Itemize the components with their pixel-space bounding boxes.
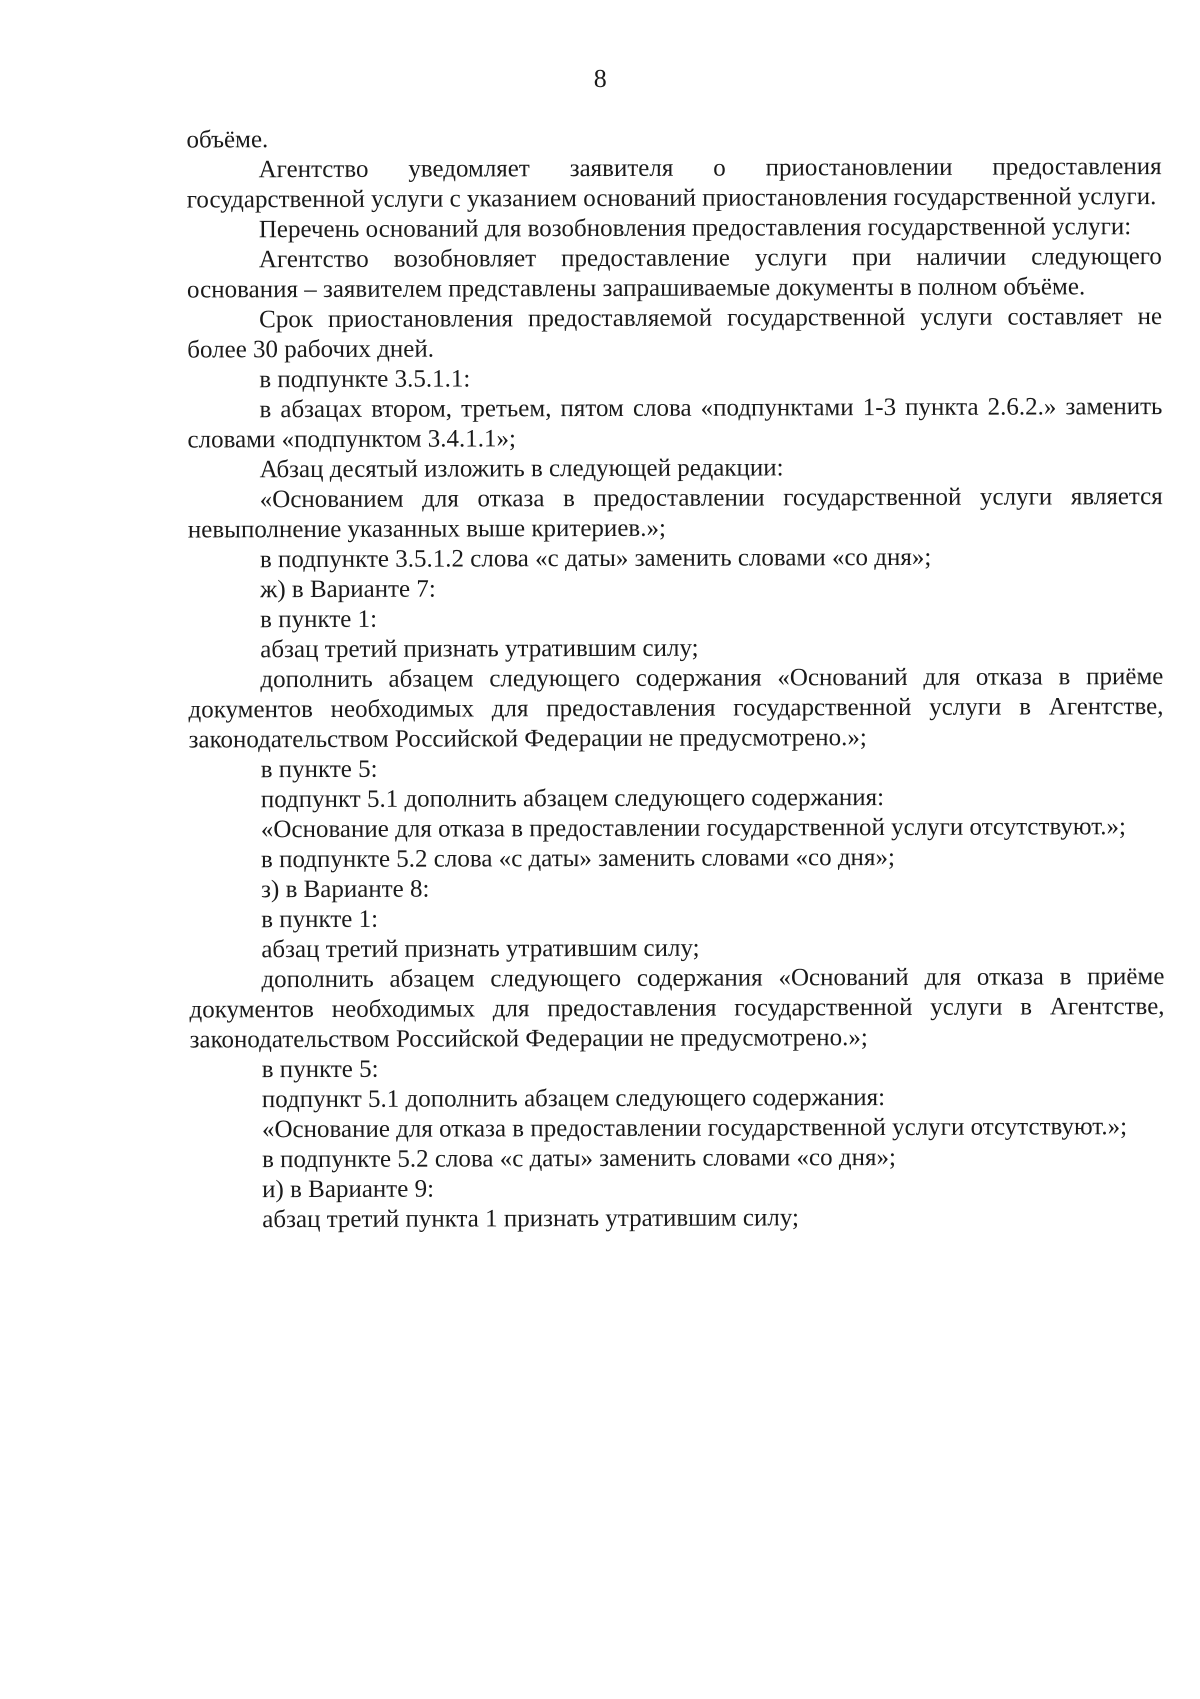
paragraph: и) в Варианте 9: bbox=[262, 1175, 435, 1204]
paragraph: Агентство возобновляет предоставление услуги при наличии следующего основания – заявителем представлены запрашиваемые документы в полном объёме. bbox=[186, 243, 1162, 304]
paragraph: абзац третий пункта 1 признать утратившим силу; bbox=[262, 1204, 799, 1234]
paragraph: подпункт 5.1 дополнить абзацем следующего содержания: bbox=[260, 784, 885, 814]
paragraph: з) в Варианте 8: bbox=[261, 875, 430, 904]
paragraph: абзац третий признать утратившим силу; bbox=[260, 634, 699, 664]
paragraph: дополнить абзацем следующего содержания «Оснований для отказа в приёме документов необходимых для предоставления государственной услуги в Агентстве, законодательством Российской Федерации не предусмотрено.»; bbox=[188, 663, 1164, 754]
paragraph: в пункте 5: bbox=[261, 1055, 379, 1084]
paragraph: абзац третий признать утратившим силу; bbox=[261, 934, 700, 964]
paragraph: в пункте 1: bbox=[261, 905, 379, 934]
paragraph: объёме. bbox=[186, 126, 269, 154]
paragraph: Агентство уведомляет заявителя о приостановлении предоставления государственной услуги с указанием оснований приостановления государственной услуги. bbox=[186, 153, 1162, 214]
page-number: 8 bbox=[593, 63, 607, 94]
paragraph: в подпункте 3.5.1.2 слова «с даты» заменить словами «со дня»; bbox=[259, 543, 932, 574]
paragraph: в пункте 1: bbox=[260, 605, 378, 634]
paragraph: «Основание для отказа в предоставлении государственной услуги отсутствуют.»; bbox=[261, 1113, 1128, 1144]
paragraph: в подпункте 5.2 слова «с даты» заменить словами «со дня»; bbox=[260, 843, 895, 874]
paragraph: Срок приостановления предоставляемой государственной услуги составляет не более 30 рабочих дней. bbox=[187, 303, 1163, 364]
paragraph: Перечень оснований для возобновления предоставления государственной услуги: bbox=[258, 213, 1132, 244]
paragraph: «Основание для отказа в предоставлении государственной услуги отсутствуют.»; bbox=[260, 813, 1127, 844]
paragraph: подпункт 5.1 дополнить абзацем следующего содержания: bbox=[261, 1084, 886, 1114]
paragraph: ж) в Варианте 7: bbox=[260, 575, 436, 604]
paragraph: в пункте 5: bbox=[260, 755, 378, 784]
paragraph: дополнить абзацем следующего содержания «Оснований для отказа в приёме документов необходимых для предоставления государственной услуги в Агентстве, законодательством Российской Федерации не предусмотрено.»; bbox=[189, 963, 1165, 1054]
paragraph: в подпункте 3.5.1.1: bbox=[259, 365, 471, 394]
paragraph: в абзацах втором, третьем, пятом слова «подпунктами 1-3 пункта 2.6.2.» заменить словами «подпунктом 3.4.1.1»; bbox=[187, 393, 1163, 454]
document-body bbox=[186, 122, 1165, 1235]
paragraph: Абзац десятый изложить в следующей редакции: bbox=[259, 454, 784, 484]
paragraph: «Основанием для отказа в предоставлении государственной услуги является невыполнение указанных выше критериев.»; bbox=[187, 483, 1163, 544]
paragraph: в подпункте 5.2 слова «с даты» заменить словами «со дня»; bbox=[261, 1143, 896, 1174]
